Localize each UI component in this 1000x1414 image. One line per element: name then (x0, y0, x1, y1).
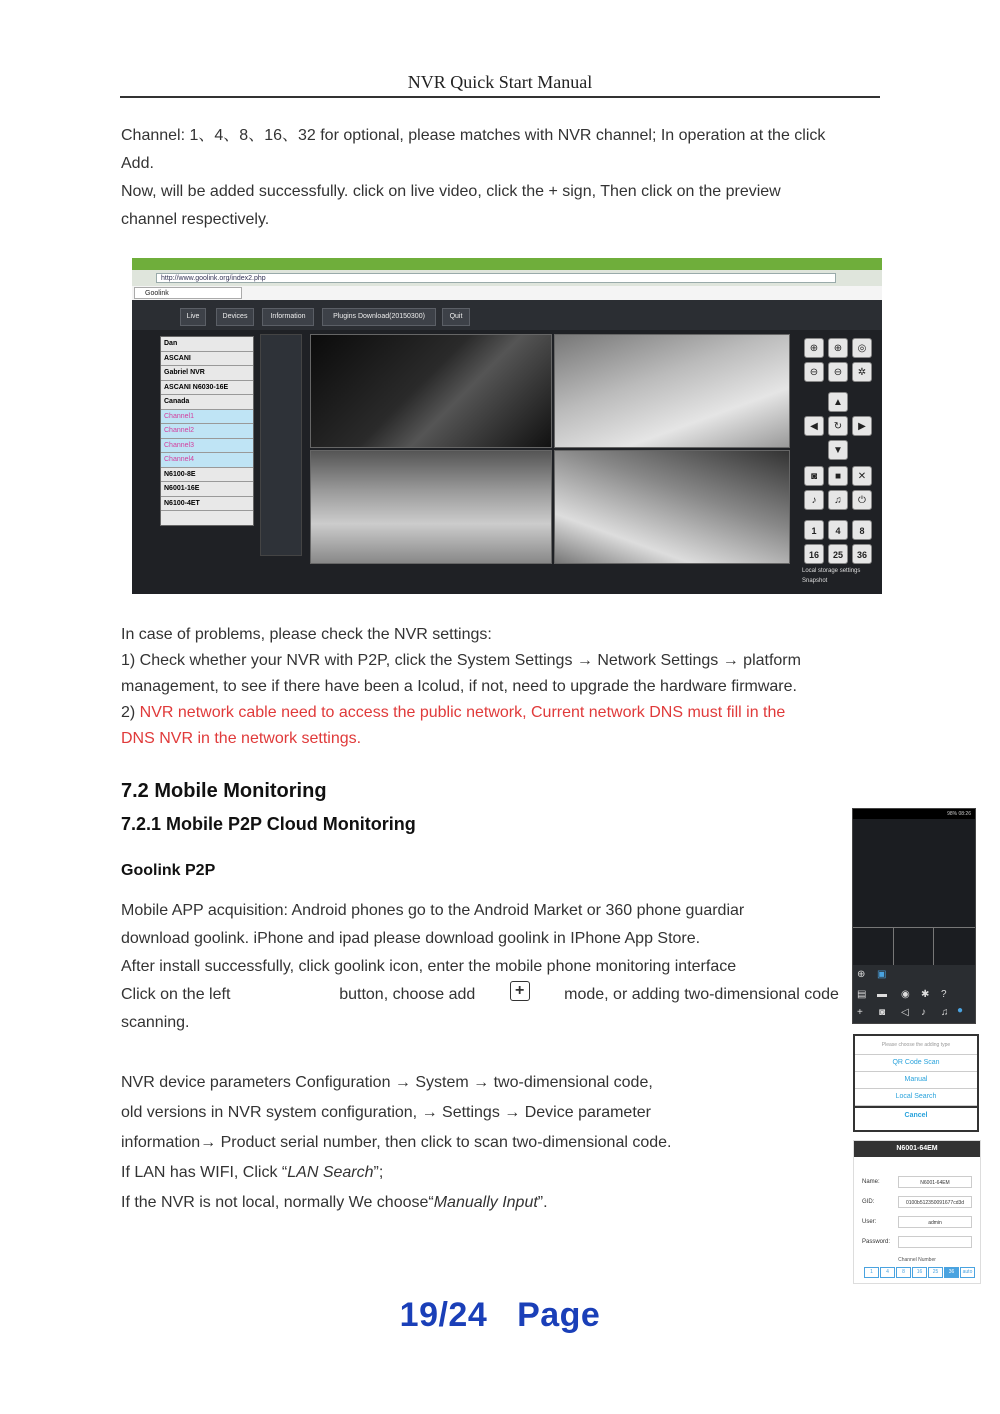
ptz-control-panel (802, 336, 878, 586)
add-type-dialog (853, 1034, 979, 1132)
phone-toolbar (853, 965, 975, 1023)
page-number (0, 1296, 1000, 1335)
power-icon: ⏻ (852, 490, 872, 510)
snapshot-icon: ◙ (804, 466, 824, 486)
manual-option[interactable]: Manual (855, 1072, 977, 1089)
qr-code-scan-option[interactable]: QR Code Scan (855, 1055, 977, 1072)
channel-button[interactable]: 16 (912, 1267, 927, 1278)
channel-button[interactable]: auto (960, 1267, 975, 1278)
cancel-button[interactable]: Cancel (855, 1106, 977, 1124)
form-label-password: Password: (862, 1239, 891, 1245)
record-icon: ■ (828, 466, 848, 486)
camera-view-2 (554, 334, 790, 448)
lan-search-term: LAN Search (287, 1164, 374, 1181)
params-line: NVR device parameters Configuration → System → two-dimensional code, (121, 1074, 653, 1091)
browser-tab: Goolink (134, 287, 242, 299)
problems-warning-line: NVR network cable need to access the public network, Current network DNS must fill in the (139, 704, 786, 721)
layout-16-button: 16 (804, 544, 824, 564)
password-field[interactable] (898, 1236, 972, 1248)
channel-number-label: Channel Number (898, 1257, 936, 1263)
nav-live: Live (180, 308, 206, 326)
channel-panel (260, 334, 302, 556)
page-number-text: 19/24 Page (399, 1296, 601, 1334)
mobile-line: scanning. (121, 1014, 190, 1031)
params-line: If LAN has WIFI, Click “ (121, 1164, 288, 1181)
problems-intro: In case of problems, please check the NVR settings: (121, 626, 492, 643)
params-paragraph (121, 1068, 671, 1218)
local-search-option[interactable]: Local Search (855, 1089, 977, 1106)
volume-icon: ♪ (921, 1007, 926, 1018)
focus-out-icon: ⊖ (828, 362, 848, 382)
name-field[interactable]: N6001-64EM (898, 1176, 972, 1188)
user-field[interactable]: admin (898, 1216, 972, 1228)
channel-item: Channel3 (161, 439, 253, 454)
local-storage-label: Local storage settings (802, 568, 861, 574)
page-header-title: NVR Quick Start Manual (407, 72, 593, 92)
phone-grid (853, 927, 975, 966)
form-label-user: User: (862, 1219, 877, 1225)
mobile-line: mode, or adding two-dimensional code (564, 986, 839, 1003)
refresh-icon: ↻ (828, 416, 848, 436)
folder-icon: ▬ (877, 989, 887, 1000)
form-title: N6001-64EM (854, 1141, 980, 1157)
layout-1-button: 1 (804, 520, 824, 540)
nav-plugins: Plugins Download(20150300) (322, 308, 436, 326)
channel-selector (864, 1267, 975, 1278)
camera-view-1 (310, 334, 552, 448)
mobile-paragraph (121, 897, 839, 1037)
aperture-icon: ✲ (852, 362, 872, 382)
channel-item: Channel4 (161, 453, 253, 468)
params-line: information→ Product serial number, then click to scan two-dimensional code. (121, 1134, 672, 1151)
mobile-line: download goolink. iPhone and ipad please download goolink in IPhone App Store. (121, 930, 701, 947)
intro-line: Add. (121, 155, 154, 172)
close-icon: ✕ (852, 466, 872, 486)
browser-tabbar (132, 286, 882, 301)
problems-line: 1) Check whether your NVR with P2P, click the System Settings → Network Settings → platform (121, 652, 801, 669)
intro-line: channel respectively. (121, 211, 270, 228)
microphone-icon: ♫ (941, 1007, 949, 1018)
params-line: If the NVR is not local, normally We choose“ (121, 1194, 434, 1211)
params-line: ”. (537, 1194, 548, 1211)
camera-view-3 (310, 450, 552, 564)
device-list (160, 336, 254, 526)
device-item: Gabriel NVR (161, 366, 253, 381)
device-item: Canada (161, 395, 253, 410)
settings-icon: ✱ (921, 989, 930, 1000)
arrow-left-icon: ◀ (804, 416, 824, 436)
arrow-down-icon: ▼ (828, 440, 848, 460)
arrow-up-icon: ▲ (828, 392, 848, 412)
device-icon: ▣ (877, 969, 887, 980)
layout-25-button: 25 (828, 544, 848, 564)
problems-item2-prefix: 2) (121, 704, 140, 721)
device-item: N6001-16E (161, 482, 253, 497)
device-item: Dan (161, 337, 253, 352)
intro-line: Now, will be added successfully. click on live video, click the + sign, Then click on the preview (121, 183, 781, 200)
focus-in-icon: ⊕ (828, 338, 848, 358)
window-titlebar (132, 258, 882, 270)
arrow-right-icon: ▶ (852, 416, 872, 436)
microphone-icon: ♫ (828, 490, 848, 510)
list-icon: ▤ (857, 989, 867, 1000)
speaker-icon: ♪ (804, 490, 824, 510)
phone-status-bar: 98% 08:26 (853, 809, 975, 819)
zoom-in-icon: ⊕ (804, 338, 824, 358)
mobile-line: After install successfully, click goolink icon, enter the mobile phone monitoring interface (121, 958, 737, 975)
channel-button[interactable]: 8 (896, 1267, 911, 1278)
section-heading: 7.2 Mobile Monitoring (121, 780, 327, 802)
header-rule (120, 96, 880, 98)
nav-quit: Quit (442, 308, 470, 326)
playback-icon: ◉ (901, 989, 910, 1000)
problems-line: management, to see if there have been a Icolud, if not, need to upgrade the hardware firmware. (121, 678, 797, 695)
add-icon: ⊕ (857, 969, 866, 980)
speaker-icon: ◁ (901, 1007, 909, 1018)
channel-button[interactable]: 36 (944, 1267, 959, 1278)
device-form (853, 1140, 981, 1284)
device-item: N6100-4ET (161, 497, 253, 512)
layout-8-button: 8 (852, 520, 872, 540)
ptz-icon: ● (957, 1005, 964, 1016)
problems-paragraph (121, 622, 883, 752)
camera-icon: ◙ (879, 1007, 886, 1018)
dialog-title: Please choose the adding type (855, 1036, 977, 1055)
url-bar: http://www.goolink.org/index2.php (156, 273, 836, 283)
camera-view-4 (554, 450, 790, 564)
params-line: ”; (373, 1164, 384, 1181)
browser-toolbar (132, 270, 882, 286)
mobile-line: button, choose add (339, 986, 476, 1003)
channel-button[interactable]: 1 (864, 1267, 879, 1278)
problems-warning-line: DNS NVR in the network settings. (121, 730, 362, 747)
device-item: ASCANI N6030-16E (161, 381, 253, 396)
plus-icon: + (857, 1007, 863, 1018)
device-item: ASCANI (161, 352, 253, 367)
device-item: N6100-8E (161, 468, 253, 483)
nav-devices: Devices (216, 308, 254, 326)
nav-information: Information (262, 308, 314, 326)
add-icon: + (510, 981, 530, 1001)
iris-icon: ◎ (852, 338, 872, 358)
mobile-line: Mobile APP acquisition: Android phones go to the Android Market or 360 phone guardiar (121, 902, 745, 919)
form-label-gid: GID: (862, 1199, 875, 1205)
phone-screenshot (852, 808, 976, 1024)
zoom-out-icon: ⊖ (804, 362, 824, 382)
intro-line: Channel: 1、4、8、16、32 for optional, please matches with NVR channel; In operation at the click (121, 127, 826, 144)
channel-button[interactable]: 4 (880, 1267, 895, 1278)
form-label-name: Name: (862, 1179, 880, 1185)
mobile-line: Click on the left (121, 986, 231, 1003)
web-client-screenshot (132, 258, 882, 594)
manual-input-term: Manually Input (433, 1194, 538, 1211)
intro-paragraph (121, 122, 883, 234)
params-line: old versions in NVR system configuration, → Settings → Device parameter (121, 1104, 651, 1121)
client-navbar (132, 300, 882, 330)
channel-item: Channel1 (161, 410, 253, 425)
snapshot-label: Snapshot (802, 578, 828, 584)
subsection-heading: 7.2.1 Mobile P2P Cloud Monitoring (121, 814, 416, 834)
channel-item: Channel2 (161, 424, 253, 439)
channel-button[interactable]: 25 (928, 1267, 943, 1278)
sub-subsection-heading: Goolink P2P (121, 862, 216, 879)
layout-4-button: 4 (828, 520, 848, 540)
layout-36-button: 36 (852, 544, 872, 564)
help-icon: ? (941, 989, 947, 1000)
gid-field[interactable]: 0100b512350091677cd3d (898, 1196, 972, 1208)
